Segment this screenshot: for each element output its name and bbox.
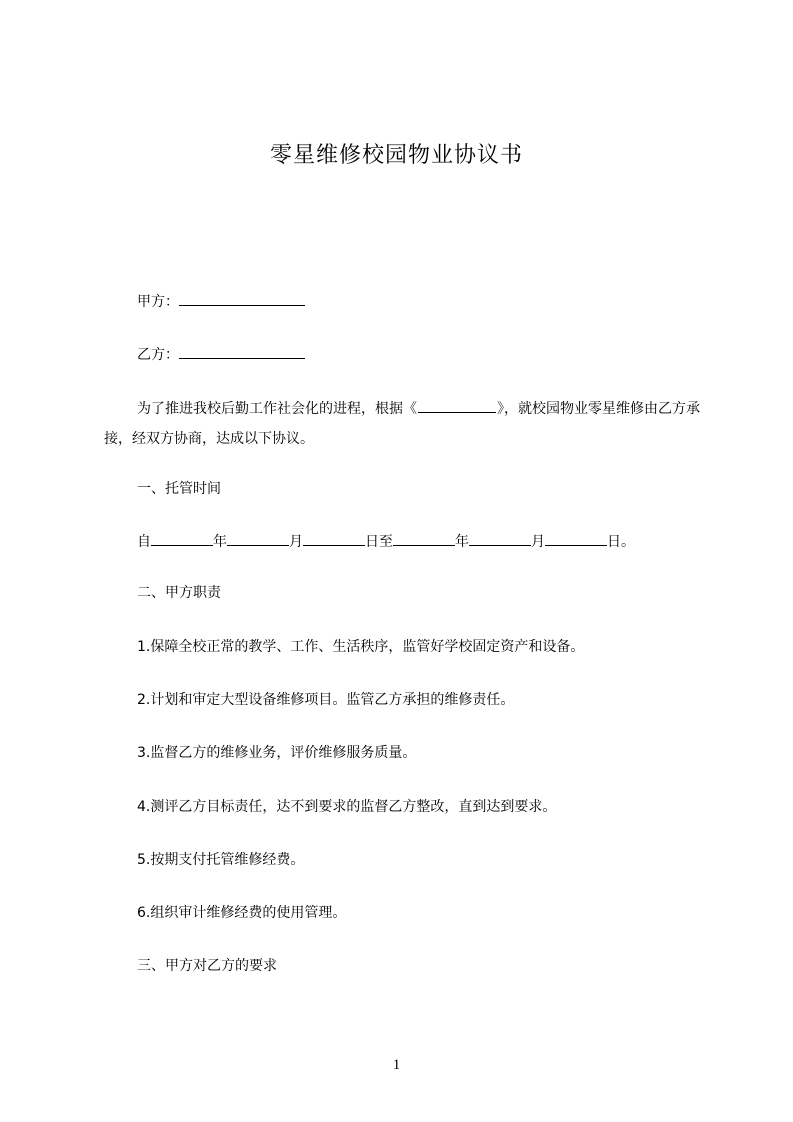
date-from-label: 自 [137,534,151,550]
party-b-label: 乙方： [137,347,179,363]
start-year-blank [151,530,213,546]
date-range-line [137,530,635,553]
document-title: 零星维修校园物业协议书 [269,143,523,168]
start-month-blank [227,530,289,546]
clause-item: 5.按期支付托管维修经费。 [137,852,305,868]
section1-heading: 一、托管时间 [137,481,221,497]
end-year-label: 年 [455,534,469,550]
reference-blank [418,397,496,413]
clause-item: 2.计划和审定大型设备维修项目。监管乙方承担的维修责任。 [137,692,515,708]
end-month-blank [469,530,531,546]
section3-heading: 三、甲方对乙方的要求 [137,958,277,974]
intro-text-part2: 》，就校园物业零星维修由乙方承接，经双方协商，达成以下协议。 [104,401,700,447]
intro-text-part1: 为了推进我校后勤工作社会化的进程，根据《 [137,401,417,417]
party-b-blank [179,343,305,359]
party-b-line [137,343,305,366]
party-a-label: 甲方： [137,294,179,310]
end-month-label: 月 [531,534,545,550]
party-a-blank [179,290,305,306]
start-day-blank [303,530,365,546]
start-year-label: 年 [213,534,227,550]
page-number: 1 [392,1057,401,1073]
clause-item: 6.组织审计维修经费的使用管理。 [137,905,347,921]
intro-paragraph [104,394,704,454]
start-month-label: 月 [289,534,303,550]
clause-item: 4.测评乙方目标责任，达不到要求的监督乙方整改，直到达到要求。 [137,799,557,815]
end-year-blank [393,530,455,546]
start-day-to-label: 日至 [365,534,393,550]
clause-item: 3.监督乙方的维修业务，评价维修服务质量。 [137,745,417,761]
clause-item: 1.保障全校正常的教学、工作、生活秩序，监管好学校固定资产和设备。 [137,639,585,655]
end-day-label: 日。 [607,534,635,550]
end-day-blank [545,530,607,546]
party-a-line [137,290,305,313]
section2-heading: 二、甲方职责 [137,585,221,601]
